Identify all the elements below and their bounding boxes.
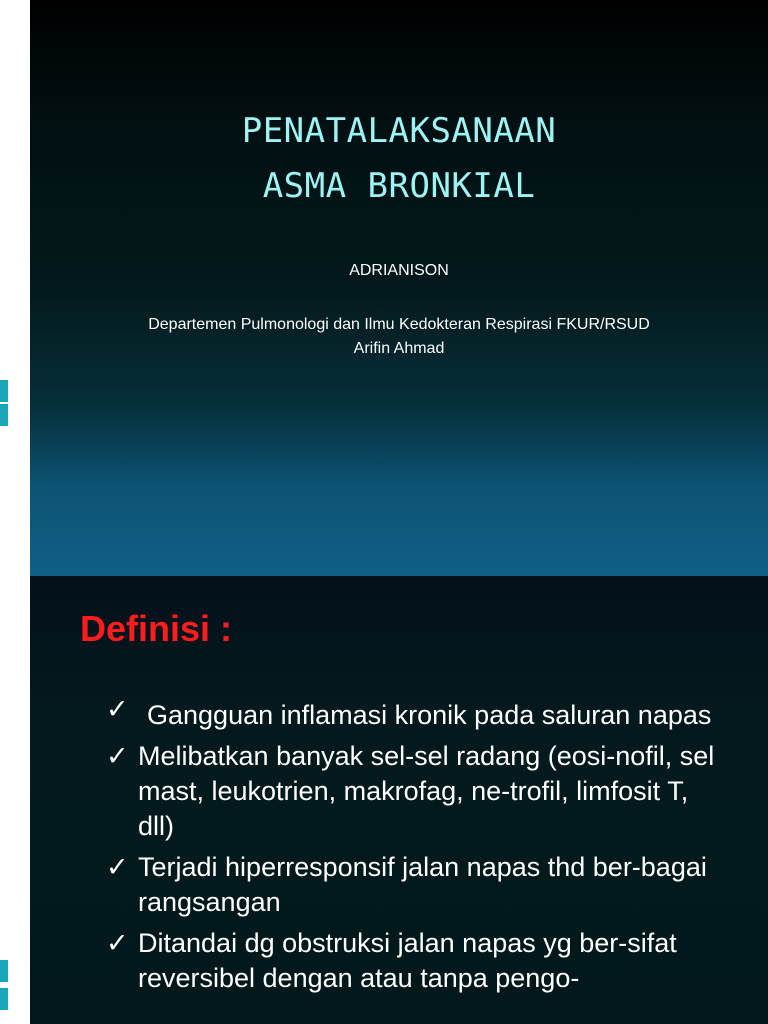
page-marker <box>0 960 8 982</box>
list-item-text: Melibatkan banyak sel-sel radang (eosi-nofil, sel mast, leukotrien, makrofag, ne-trofil, limfosit T, dll) <box>138 741 715 841</box>
page-marker <box>0 380 8 402</box>
page-marker <box>0 58 8 86</box>
check-icon: ✓ <box>106 741 129 771</box>
check-icon: ✓ <box>106 852 129 882</box>
check-icon: ✓ <box>106 928 129 958</box>
department-line-2: Arifin Ahmad <box>353 340 445 357</box>
page-marker <box>0 404 8 426</box>
author-name: ADRIANISON <box>349 262 449 279</box>
page-marker <box>0 988 8 1010</box>
title-slide <box>30 0 768 576</box>
slide-title-line-1: PENATALAKSANAAN <box>241 111 557 151</box>
definition-list <box>106 694 716 1002</box>
list-item-text: Gangguan inflamasi kronik pada saluran napas <box>147 700 712 730</box>
department <box>30 313 768 361</box>
definition-heading: Definisi : <box>80 608 233 649</box>
list-item <box>106 739 716 844</box>
list-item-text: Terjadi hiperresponsif jalan napas thd ber-bagai rangsangan <box>138 852 707 917</box>
definition-slide <box>30 576 768 1024</box>
page-marker <box>0 634 8 662</box>
department-line-1: Departemen Pulmonologi dan Ilmu Kedokteran Respirasi FKUR/RSUD <box>148 316 650 333</box>
slide-title <box>30 104 768 214</box>
list-item <box>106 850 716 920</box>
slide-title-line-2: ASMA BRONKIAL <box>262 166 536 206</box>
list-item <box>106 694 716 733</box>
list-item-text: Ditandai dg obstruksi jalan napas yg ber-sifat reversibel dengan atau tanpa pengo- <box>138 928 677 993</box>
check-icon: ✓ <box>106 694 129 724</box>
list-item <box>106 926 716 996</box>
